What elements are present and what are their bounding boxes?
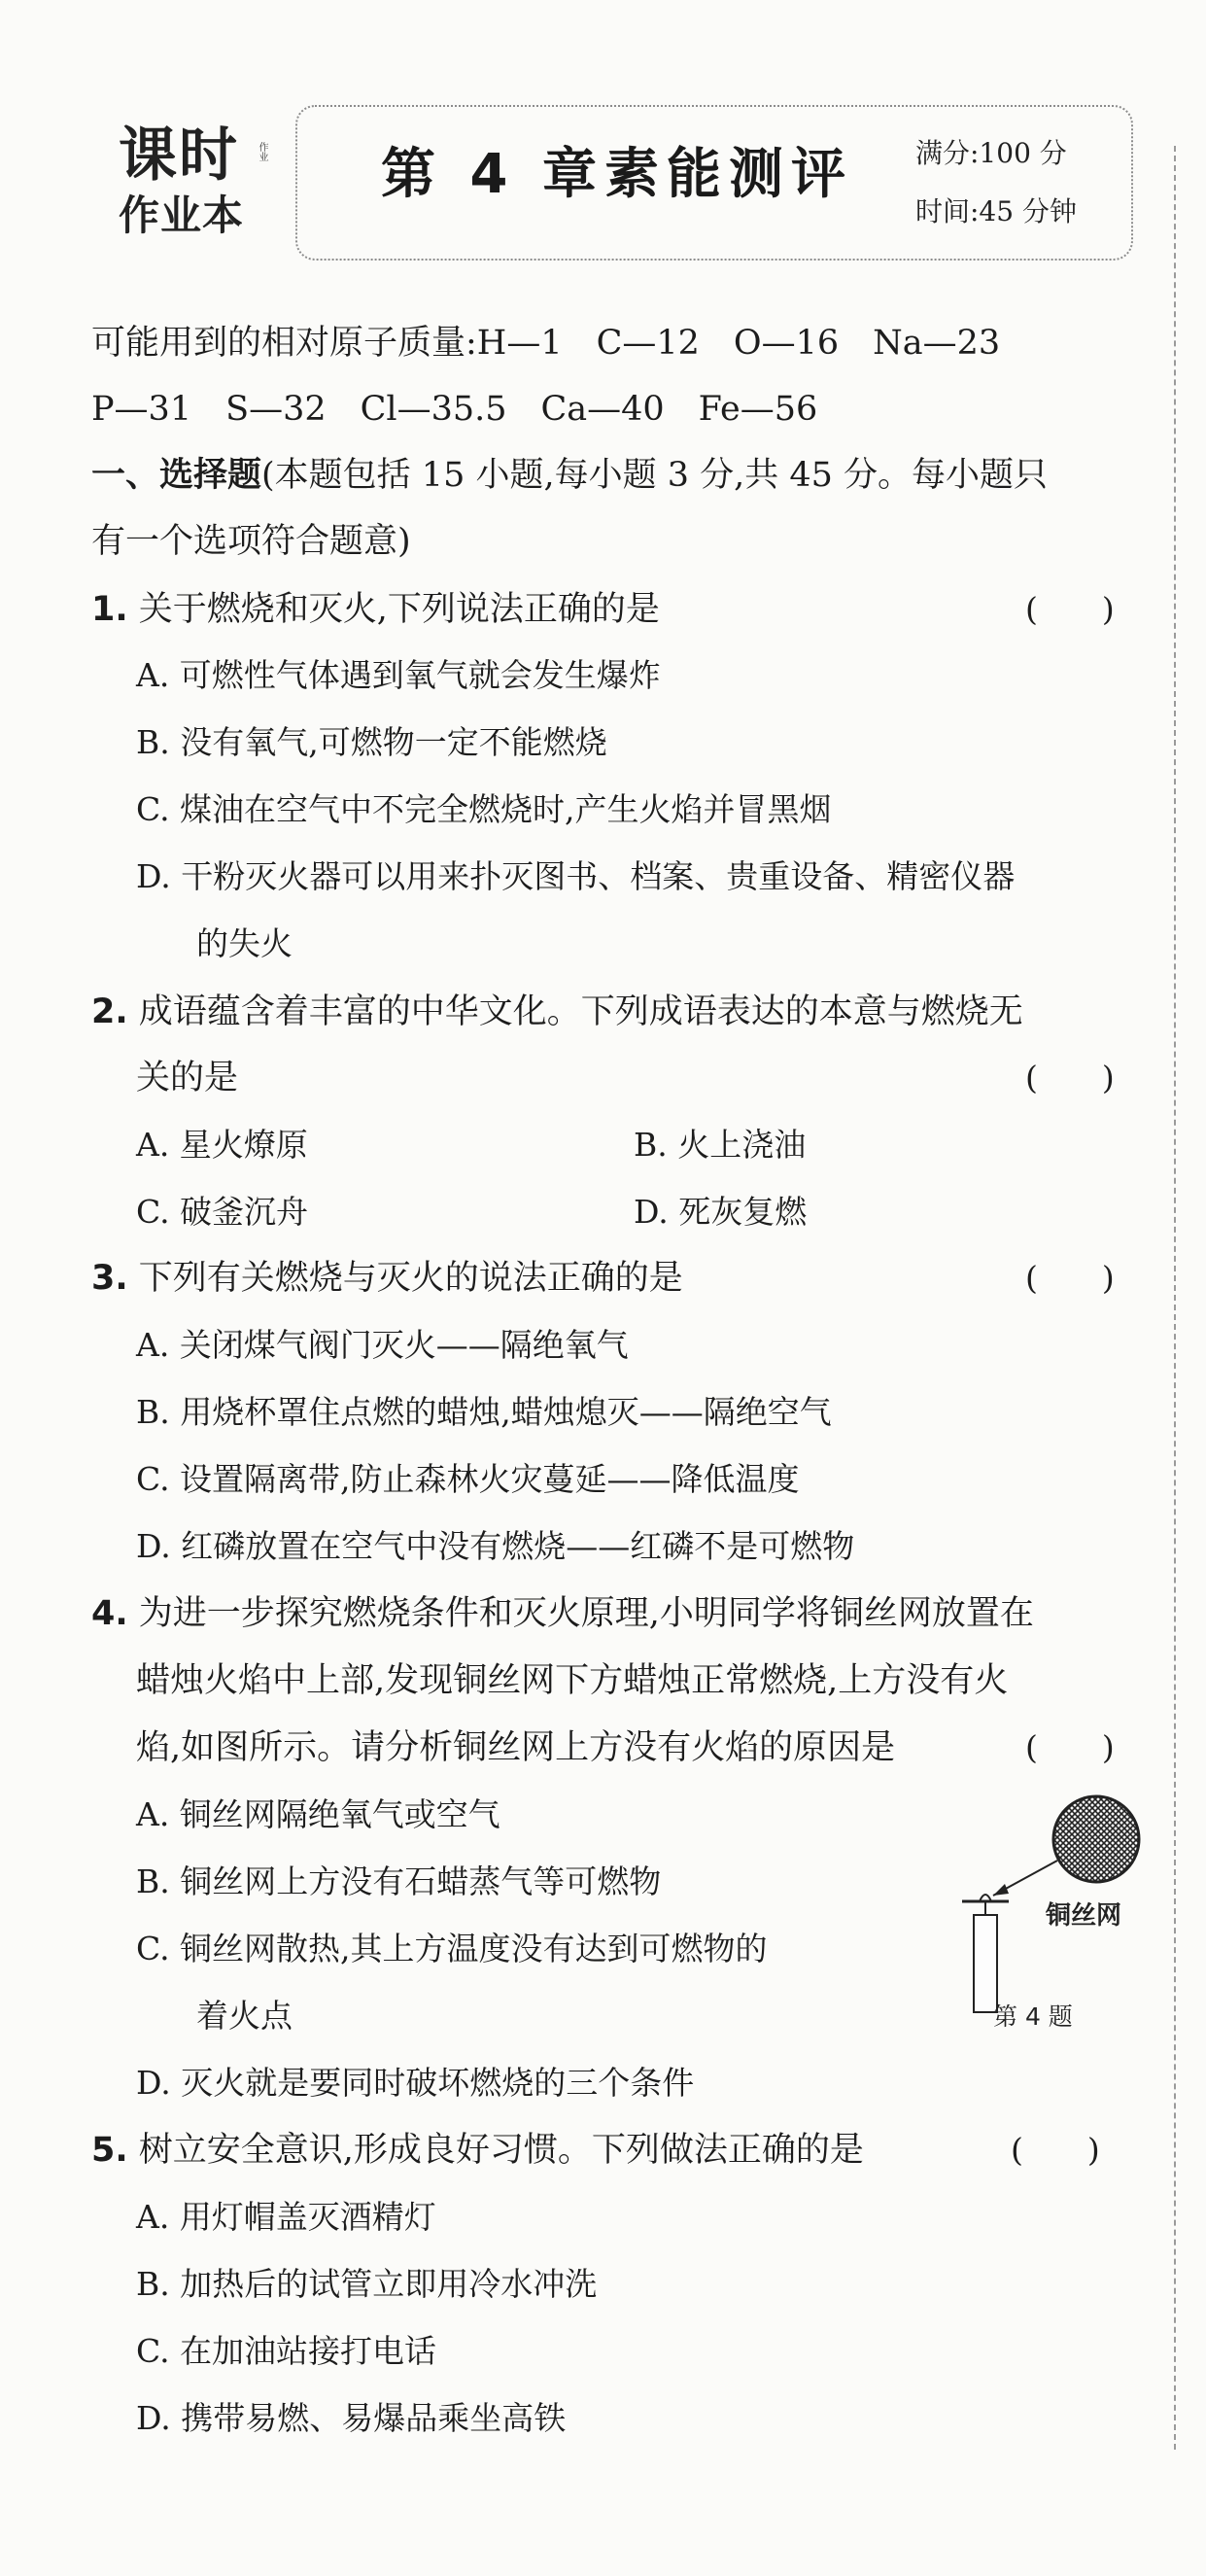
time-limit: 时间:45 分钟 bbox=[915, 195, 1077, 227]
question-3-stem bbox=[91, 1256, 683, 1301]
question-text: 下列有关燃烧与灭火的说法正确的是 bbox=[138, 1259, 683, 1298]
question-4-stem bbox=[91, 1591, 1034, 1636]
option-d: D. 红磷放置在空气中没有燃烧——红磷不是可燃物 bbox=[136, 1527, 855, 1565]
section-heading-line bbox=[91, 453, 1048, 498]
question-4-stem-line-2: 蜡烛火焰中上部,发现铜丝网下方蜡烛正常燃烧,上方没有火 bbox=[136, 1661, 1009, 1700]
candle bbox=[974, 1915, 997, 2012]
option-a: A. 可燃性气体遇到氧气就会发生爆炸 bbox=[136, 656, 661, 694]
question-4-stem-line-3: 焰,如图所示。请分析铜丝网上方没有火焰的原因是 bbox=[136, 1728, 896, 1767]
atomic-mass-line-2: P—31 S—32 Cl—35.5 Ca—40 Fe—56 bbox=[91, 390, 818, 429]
figure-caption: 第 4 题 bbox=[993, 2002, 1073, 2031]
copper-mesh-magnified bbox=[1053, 1796, 1139, 1882]
option-c: C. 在加油站接打电话 bbox=[136, 2332, 437, 2370]
question-1-stem bbox=[91, 587, 660, 632]
section-description-2: 有一个选项符合题意) bbox=[91, 522, 411, 561]
option-b: B. 铜丝网上方没有石蜡蒸气等可燃物 bbox=[136, 1862, 662, 1900]
question-number: 4. bbox=[91, 1594, 128, 1633]
option-b: B. 用烧杯罩住点燃的蜡烛,蜡烛熄灭——隔绝空气 bbox=[136, 1393, 832, 1431]
option-b: B. 火上浇油 bbox=[634, 1126, 807, 1164]
section-heading: 一、选择题 bbox=[91, 456, 262, 495]
answer-blank[interactable]: ( ) bbox=[1011, 2131, 1100, 2169]
question-text: 树立安全意识,形成良好习惯。下列做法正确的是 bbox=[138, 2131, 864, 2170]
option-b: B. 加热后的试管立即用冷水冲洗 bbox=[136, 2265, 598, 2303]
question-text: 成语蕴含着丰富的中华文化。下列成语表达的本意与燃烧无 bbox=[138, 992, 1023, 1031]
option-d: D. 携带易燃、易爆品乘坐高铁 bbox=[136, 2399, 567, 2437]
option-a: A. 铜丝网隔绝氧气或空气 bbox=[136, 1795, 500, 1833]
option-c-continued: 着火点 bbox=[196, 1997, 293, 2035]
option-d: D. 灭火就是要同时破坏燃烧的三个条件 bbox=[136, 2064, 695, 2102]
option-b: B. 没有氧气,可燃物一定不能燃烧 bbox=[136, 723, 607, 761]
logo-tag-text: 作业 bbox=[257, 142, 267, 161]
question-number: 5. bbox=[91, 2131, 128, 2170]
option-a: A. 星火燎原 bbox=[136, 1126, 308, 1164]
binding-dashed-rule bbox=[1174, 146, 1176, 2450]
option-d: D. 干粉灭火器可以用来扑灭图书、档案、贵重设备、精密仪器 bbox=[136, 857, 1016, 895]
question-5-stem bbox=[91, 2128, 864, 2173]
arrow-head bbox=[993, 1884, 1009, 1896]
logo-main-text: 课时 bbox=[119, 122, 239, 190]
answer-blank[interactable]: ( ) bbox=[1025, 1059, 1115, 1097]
section-description: (本题包括 15 小题,每小题 3 分,共 45 分。每小题只 bbox=[261, 456, 1049, 495]
question-2-stem-continued: 关的是 bbox=[136, 1059, 239, 1097]
answer-blank[interactable]: ( ) bbox=[1025, 1728, 1115, 1766]
figure-label: 铜丝网 bbox=[1046, 1901, 1122, 1931]
option-c: C. 煤油在空气中不完全燃烧时,产生火焰并冒黑烟 bbox=[136, 790, 832, 828]
answer-blank[interactable]: ( ) bbox=[1025, 590, 1115, 628]
question-text: 为进一步探究燃烧条件和灭火原理,小明同学将铜丝网放置在 bbox=[138, 1594, 1034, 1633]
logo-sub-text: 作业本 bbox=[119, 191, 245, 239]
option-a: A. 关闭煤气阀门灭火——隔绝氧气 bbox=[136, 1326, 629, 1364]
option-c: C. 铜丝网散热,其上方温度没有达到可燃物的 bbox=[136, 1930, 768, 1967]
full-score: 满分:100 分 bbox=[915, 137, 1067, 169]
logo bbox=[119, 124, 274, 256]
question-number: 1. bbox=[91, 590, 128, 629]
option-d: D. 死灰复燃 bbox=[634, 1193, 808, 1231]
option-a: A. 用灯帽盖灭酒精灯 bbox=[136, 2198, 436, 2236]
question-number: 2. bbox=[91, 992, 128, 1031]
question-text: 关于燃烧和灭火,下列说法正确的是 bbox=[138, 590, 660, 629]
atomic-mass-line-1: 可能用到的相对原子质量:H—1 C—12 O—16 Na—23 bbox=[91, 324, 1001, 363]
page-title: 第 4 章素能测评 bbox=[381, 143, 853, 206]
option-d-continued: 的失火 bbox=[196, 924, 293, 962]
title-box bbox=[295, 105, 1133, 261]
question-number: 3. bbox=[91, 1259, 128, 1298]
option-c: C. 设置隔离带,防止森林火灾蔓延——降低温度 bbox=[136, 1460, 800, 1498]
question-2-stem bbox=[91, 990, 1023, 1034]
answer-blank[interactable]: ( ) bbox=[1025, 1259, 1115, 1297]
option-c: C. 破釜沉舟 bbox=[136, 1193, 309, 1231]
